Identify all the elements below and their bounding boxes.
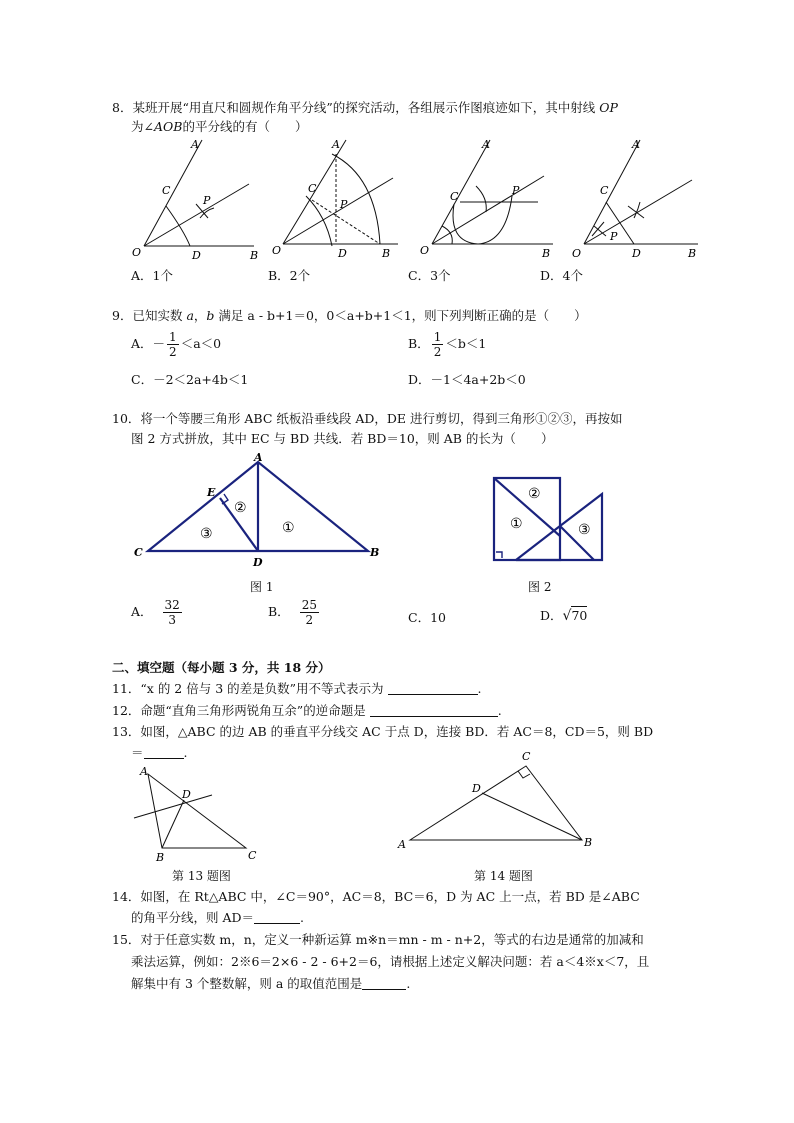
q8-number: 8． (112, 100, 133, 115)
q9-option-b (408, 330, 486, 359)
q10f1-region-1: ① (282, 520, 295, 536)
q11-line (112, 681, 481, 697)
q8-line-1 (112, 100, 618, 116)
q8f4-label-o: O (572, 247, 582, 260)
q11-number: 11． (112, 681, 141, 696)
q10-option-d (540, 606, 587, 624)
q13-end: . (183, 745, 188, 760)
q10f1-label-c: C (134, 546, 143, 559)
q13-answer-blank[interactable] (144, 746, 184, 759)
q14-figure-caption: 第 14 题图 (474, 869, 533, 883)
q15-text-3: 解集中有 3 个整数解，则 a 的取值范围是 (131, 976, 363, 991)
q8f3-label-a: A (482, 138, 490, 151)
q14-line-1 (112, 889, 640, 905)
q13-line-1 (112, 724, 653, 740)
q15-line-1 (112, 932, 644, 948)
q8f1-label-o: O (132, 246, 142, 259)
q8f4-label-b: B (688, 247, 697, 260)
q9-b-fraction (432, 330, 444, 359)
q13f-label-b: B (156, 851, 165, 864)
q9-option-a (131, 330, 221, 359)
q9-line-1 (112, 308, 587, 324)
q13-line-2 (131, 745, 188, 761)
q8-text-2a: 为 (131, 119, 144, 134)
q15-text-1: 对于任意实数 m，n，定义一种新运算 m※n＝mn - m - n+2，等式的右边是通常的加减和 (140, 932, 644, 947)
q10-line-1 (112, 411, 623, 427)
q10-figure-1 (130, 452, 390, 572)
q15-number: 15． (112, 932, 141, 947)
q10f1-label-a: A (254, 452, 263, 464)
q14f-label-b: B (584, 836, 593, 849)
q11-end: . (477, 681, 482, 696)
q9-a-denominator: 2 (169, 345, 177, 359)
q8f2-label-a: A (332, 138, 340, 151)
q15-line-3 (131, 976, 410, 992)
q8f4-label-a: A (632, 138, 640, 151)
q14-answer-blank[interactable] (254, 911, 300, 924)
q8f1-label-c: C (162, 184, 171, 197)
q8f1-ray-op (144, 184, 249, 246)
q13f-label-a: A (140, 765, 148, 778)
q13-number: 13． (112, 724, 141, 739)
q9-a-minus: － (152, 336, 166, 351)
q10f1-label-d: D (253, 556, 263, 569)
q13f-perp-bisector (134, 795, 212, 818)
q10-d-label: D． (540, 608, 563, 623)
q9-a-fraction (167, 330, 179, 359)
q8f2-ray-op (283, 178, 393, 244)
q10-figure-1-caption: 图 1 (250, 580, 274, 594)
q12-line (112, 703, 502, 719)
q15-line-2: 乘法运算，例如：2※6＝2×6 - 2 - 6+2＝6，请根据上述定义解决问题：若 a＜4※x＜7，且 (131, 954, 650, 969)
q9-number: 9． (112, 308, 133, 323)
q9-b-numerator: 1 (433, 330, 442, 344)
q8f2-label-p: P (340, 198, 348, 211)
q12-answer-blank[interactable] (370, 704, 498, 717)
q14f-seg-bd (482, 793, 582, 840)
q10-a-label: A． (131, 604, 153, 619)
q15-answer-blank[interactable] (362, 977, 406, 990)
q8f3-label-p: P (512, 184, 520, 197)
q13-figure-caption: 第 13 题图 (172, 869, 231, 883)
q8f2-label-d: D (338, 247, 347, 260)
q8-option-c: C．3个 (408, 268, 451, 283)
q9-a-rest: ＜a＜0 (180, 336, 222, 351)
q9-b-denominator: 2 (433, 345, 442, 359)
q14f-label-c: C (522, 750, 531, 763)
q14f-label-a: A (398, 838, 406, 851)
q10f1-label-e: E (207, 486, 216, 499)
q10f1-region-3: ③ (200, 526, 213, 542)
q8f4-label-c: C (600, 184, 609, 197)
q8-ray: OP (599, 100, 618, 115)
q8-text-1: 某班开展“用直尺和圆规作角平分线”的探究活动，各组展示作图痕迹如下，其中射线 (132, 100, 596, 115)
q10f2-diag-1 (494, 478, 560, 536)
q10f2-square (494, 478, 560, 560)
q9-b-rest: ＜b＜1 (445, 336, 487, 351)
q10-d-radicand: 70 (571, 608, 588, 623)
q10-option-b (268, 598, 321, 627)
q8-line-2 (131, 119, 307, 135)
q8f1-label-b: B (250, 249, 259, 262)
q8f4-cross-2 (634, 202, 640, 218)
q12-end: . (497, 703, 502, 718)
q10-a-numerator: 32 (164, 598, 180, 612)
q9-a-numerator: 1 (169, 330, 177, 344)
q8-figure-2 (268, 136, 408, 264)
q8-figure-1 (124, 136, 264, 264)
q10-line-2: 图 2 方式拼放，其中 EC 与 BD 共线．若 BD＝10，则 AB 的长为（ ） (131, 431, 554, 446)
q10f2-region-3: ③ (578, 522, 591, 538)
q10-option-c: C．10 (408, 610, 446, 625)
q14f-right-angle (518, 771, 530, 778)
q12-number: 12． (112, 703, 141, 718)
q8f1-label-p: P (203, 194, 211, 207)
q10-figure-2-caption: 图 2 (528, 580, 552, 594)
q10-a-denominator: 3 (168, 613, 176, 627)
q8f3-label-c: C (450, 190, 459, 203)
q9-option-c: C．－2＜2a+4b＜1 (131, 372, 249, 387)
q8-option-a: A．1个 (131, 268, 173, 283)
q8-figure-3 (418, 136, 558, 264)
q13-text-1: 如图，△ABC 的边 AB 的垂直平分线交 AC 于点 D，连接 BD．若 AC＝8，CD＝5，则 BD (140, 724, 654, 739)
q10-option-a (131, 598, 184, 627)
q13f-label-d: D (182, 788, 191, 801)
q8f1-ray-oa (144, 140, 202, 246)
q9-b-label: B． (408, 336, 430, 351)
q8f4-label-p: P (610, 230, 618, 243)
q10f2-right-angle (496, 552, 502, 558)
q9-comma: ， (193, 308, 207, 323)
q10f2-region-1: ① (510, 516, 523, 532)
q10-b-denominator: 2 (305, 613, 314, 627)
q14-end: . (300, 910, 305, 925)
q8f3-label-b: B (542, 247, 551, 260)
q14-number: 14． (112, 889, 141, 904)
q10f1-label-b: B (370, 546, 380, 559)
q9-var-b: b (206, 308, 215, 323)
q9-text-a: 已知实数 (132, 308, 183, 323)
q9-a-label: A． (131, 336, 153, 351)
q8f3-ray-op (432, 176, 544, 244)
q9-condition: a - b+1＝0，0＜a+b+1＜1，则下列判断正确的是（ ） (247, 308, 587, 323)
q14-text-2: 的角平分线，则 AD＝ (131, 910, 255, 925)
q11-text: “x 的 2 倍与 3 的差是负数”用不等式表示为 (140, 681, 384, 696)
q10f2-region-2: ② (528, 486, 541, 502)
q8f2-label-c: C (308, 182, 317, 195)
q8f2-label-o: O (272, 244, 282, 257)
q10-d-radical-sign: √ (562, 608, 572, 624)
q8-angle: ∠AOB (143, 119, 183, 134)
q8f4-ray-oa (584, 140, 640, 244)
q8-figure-4 (566, 136, 706, 264)
q8f3-arc-big (453, 196, 512, 244)
q13-figure (128, 762, 268, 866)
q11-answer-blank[interactable] (388, 682, 478, 695)
q8f1-label-a: A (191, 138, 199, 151)
q8-option-b: B．2个 (268, 268, 311, 283)
q13f-label-c: C (248, 849, 257, 862)
q10-a-fraction (163, 598, 182, 627)
q14-figure (396, 746, 606, 854)
q10-b-fraction (300, 598, 319, 627)
q9-var-a: a (186, 308, 194, 323)
q10-b-label: B． (268, 604, 290, 619)
q13f-seg-bd (162, 800, 184, 848)
q10-b-numerator: 25 (301, 598, 317, 612)
q12-text: 命题“直角三角形两锐角互余”的逆命题是 (140, 703, 366, 718)
q8-option-d: D．4个 (540, 268, 583, 283)
q8f4-label-d: D (632, 247, 641, 260)
q8f3-arc-top (476, 186, 486, 212)
q9-option-d: D．－1＜4a+2b＜0 (408, 372, 526, 387)
q15-end: . (406, 976, 411, 991)
q13-text-2: ＝ (131, 745, 144, 760)
q9-text-b: 满足 (218, 308, 244, 323)
q14-text-1: 如图，在 Rt△ABC 中，∠C＝90°，AC＝8，BC＝6，D 为 AC 上一点，若 BD 是∠ABC (140, 889, 640, 904)
q13f-triangle (148, 774, 246, 848)
q8f2-label-b: B (382, 247, 391, 260)
q8f1-label-d: D (192, 249, 201, 262)
q10-figure-2 (490, 476, 608, 564)
q14f-label-d: D (472, 782, 481, 795)
q10f2-diag-2 (516, 526, 560, 560)
q14-line-2 (131, 910, 304, 926)
q14f-triangle (410, 766, 582, 840)
q10-number: 10． (112, 411, 141, 426)
q8-text-2b: 的平分线的有（ ） (182, 119, 308, 134)
section-2-title: 二、填空题（每小题 3 分，共 18 分） (112, 660, 331, 675)
q8f3-label-o: O (420, 244, 430, 257)
q10-text-1: 将一个等腰三角形 ABC 纸板沿垂线段 AD，DE 进行剪切，得到三角形①②③，再按如 (140, 411, 623, 426)
q8f2-small-arc (306, 196, 332, 246)
q10f1-region-2: ② (234, 500, 247, 516)
